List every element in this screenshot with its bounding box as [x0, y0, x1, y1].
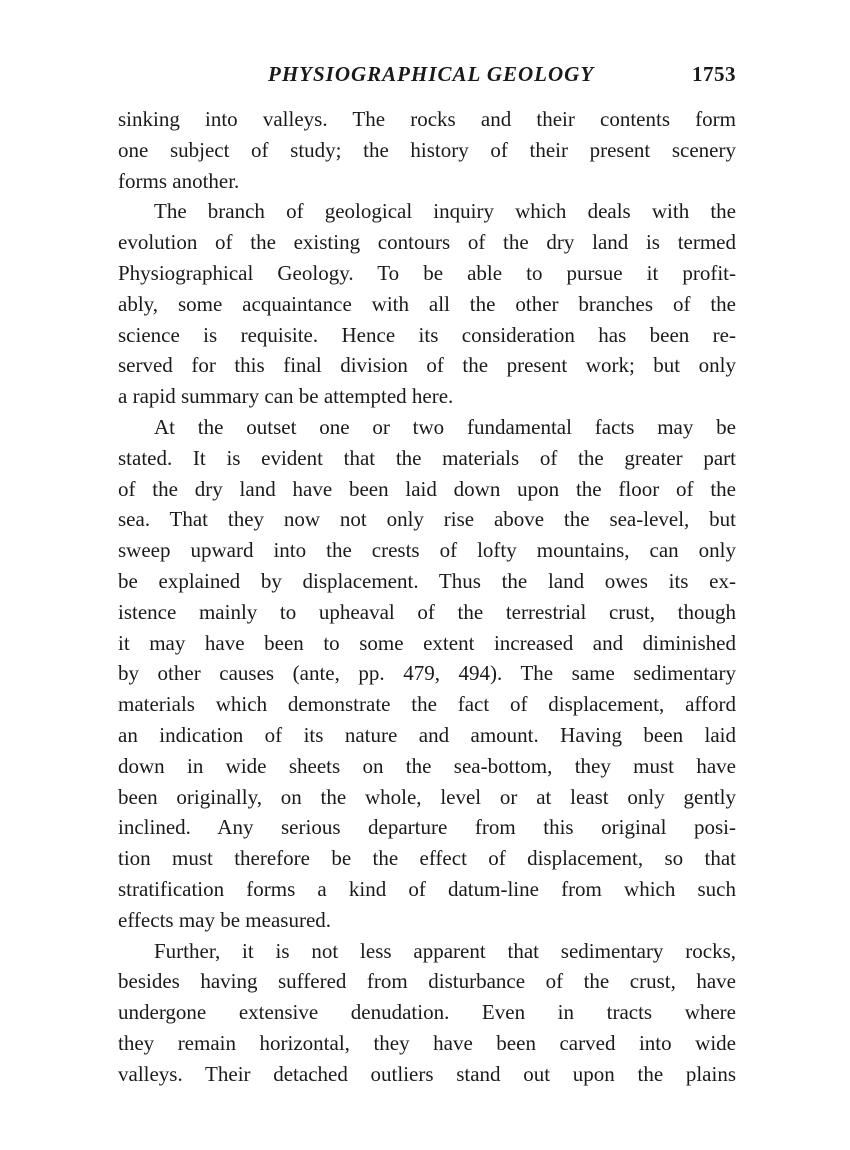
text-line: a rapid summary can be attempted here.: [118, 384, 454, 409]
text-line: materials which demonstrate the fact of displacement, afford: [118, 692, 736, 717]
running-head: [118, 52, 736, 92]
text-line: inclined. Any serious departure from this original posi-: [118, 815, 736, 840]
text-line: stratification forms a kind of datum-line from which such: [118, 876, 736, 901]
text-line: Physiographical Geology. To be able to pursue it profit-: [118, 260, 736, 285]
text-line: tion must therefore be the effect of displacement, so that: [118, 846, 736, 871]
page-number: 1753: [692, 62, 736, 86]
text-line: sinking into valleys. The rocks and their contents form: [118, 107, 736, 131]
text-line: istence mainly to upheaval of the terrestrial crust, though: [118, 599, 736, 624]
text-line: by other causes (ante, pp. 479, 494). The same sedimentary: [118, 661, 736, 686]
text-line: stated. It is evident that the materials of the greater part: [118, 445, 736, 470]
text-line: down in wide sheets on the sea-bottom, they must have: [118, 753, 736, 778]
text-line: The branch of geological inquiry which deals with the: [154, 199, 736, 224]
text-line: it may have been to some extent increased and diminished: [118, 630, 736, 655]
text-line: been originally, on the whole, level or at least only gently: [118, 784, 736, 809]
text-line: sea. That they now not only rise above the sea-level, but: [118, 507, 736, 532]
paragraph: [118, 936, 736, 1090]
text-line: of the dry land have been laid down upon the floor of the: [118, 476, 736, 501]
paragraph: [118, 412, 736, 936]
text-line: forms another.: [118, 168, 240, 193]
paragraph: [118, 196, 736, 412]
text-line: effects may be measured.: [118, 907, 332, 932]
running-title: PHYSIOGRAPHICAL GEOLOGY: [268, 62, 595, 86]
text-line: be explained by displacement. Thus the land owes its ex-: [118, 568, 736, 593]
text-line: ably, some acquaintance with all the other branches of the: [118, 291, 736, 316]
text-line: undergone extensive denudation. Even in tracts where: [118, 1000, 736, 1025]
text-line: sweep upward into the crests of lofty mountains, can only: [118, 538, 736, 563]
text-line: they remain horizontal, they have been carved into wide: [118, 1030, 736, 1055]
paragraph-continuation: [118, 104, 736, 196]
text-line: one subject of study; the history of their present scenery: [118, 137, 736, 162]
body-text: [118, 104, 736, 1090]
text-line: served for this final division of the present work; but only: [118, 353, 736, 378]
book-page: [118, 52, 736, 1090]
text-line: evolution of the existing contours of the dry land is termed: [118, 230, 736, 255]
text-line: an indication of its nature and amount. Having been laid: [118, 722, 736, 747]
text-line: valleys. Their detached outliers stand out upon the plains: [118, 1061, 736, 1086]
text-line: Further, it is not less apparent that sedimentary rocks,: [154, 938, 736, 963]
text-line: At the outset one or two fundamental facts may be: [154, 414, 736, 439]
text-line: besides having suffered from disturbance of the crust, have: [118, 969, 736, 994]
text-line: science is requisite. Hence its consideration has been re-: [118, 322, 736, 347]
